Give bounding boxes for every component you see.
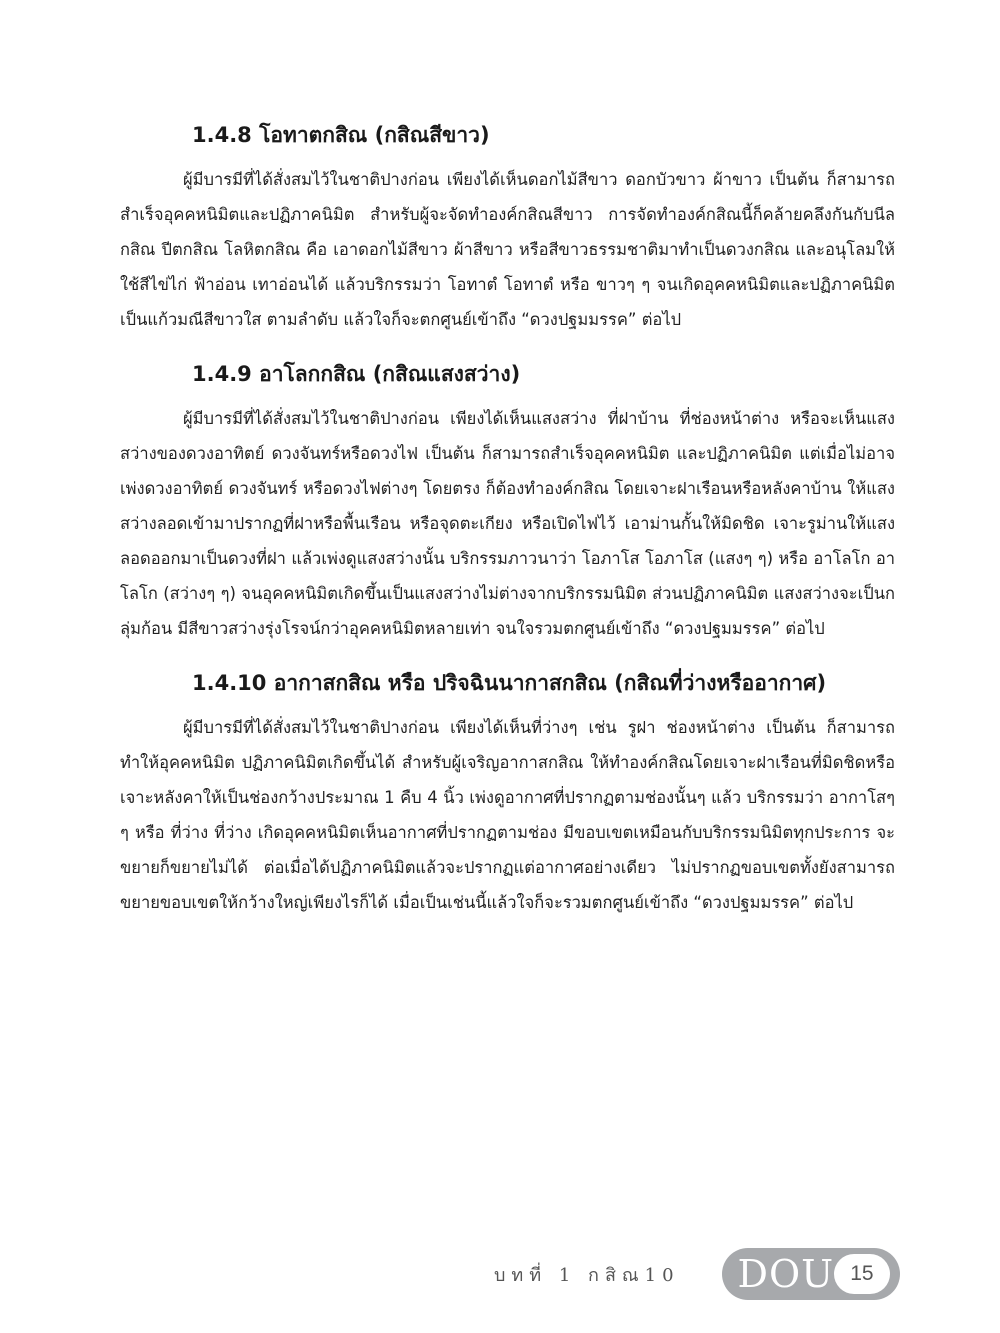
chapter-label: บทที่ 1 กสิณ10: [494, 1264, 680, 1286]
section-heading: 1.4.9 อาโลกกสิณ (กสิณแสงสว่าง): [192, 362, 521, 386]
section-heading: 1.4.8 โอทาตกสิณ (กสิณสีขาว): [192, 123, 490, 147]
page-number: 15: [834, 1254, 889, 1294]
section-space-kasina: [120, 660, 895, 920]
section-light-kasina: [120, 351, 895, 646]
section-paragraph: ผู้มีบารมีที่ได้สั่งสมไว้ในชาติปางก่อน เพียงได้เห็นดอกไม้สีขาว ดอกบัวขาว ผ้าขาว เป็นต้น ก็สามารถสำเร็จอุคคหนิมิตและปฏิภาคนิมิต สำหรับผู้จะจัดทำองค์กสิณสีขาว การจัดทำองค์กสิณนี้ก็คล้ายคลึงกันกับนีลกสิณ ปีตกสิณ โลหิตกสิณ คือ เอาดอกไม้สีขาว ผ้าสีขาว หรือสีขาวธรรมชาติมาทำเป็นดวงกสิณ และอนุโลมให้ใช้สีไข่ไก่ ฟ้าอ่อน เทาอ่อนได้ แล้วบริกรรมว่า โอทาตํ โอทาตํ หรือ ขาวๆ ๆ จนเกิดอุคคหนิมิตและปฏิภาคนิมิตเป็นแก้วมณีสีขาวใส ตามลำดับ แล้วใจก็จะตกศูนย์เข้าถึง “ดวงปฐมมรรค” ต่อไป: [120, 170, 895, 329]
section-white-kasina: [120, 112, 895, 337]
section-heading: 1.4.10 อากาสกสิณ หรือ ปริจฉินนากาสกสิณ (กสิณที่ว่างหรืออากาศ): [192, 671, 827, 695]
dou-badge: [722, 1248, 900, 1300]
page-footer: [494, 1246, 900, 1302]
dou-logo: DOU: [737, 1252, 835, 1296]
section-paragraph: ผู้มีบารมีที่ได้สั่งสมไว้ในชาติปางก่อน เพียงได้เห็นแสงสว่าง ที่ฝาบ้าน ที่ช่องหน้าต่าง หรือจะเห็นแสงสว่างของดวงอาทิตย์ ดวงจันทร์หรือดวงไฟ เป็นต้น ก็สามารถสำเร็จอุคคหนิมิต และปฏิภาคนิมิต แต่เมื่อไม่อาจเพ่งดวงอาทิตย์ ดวงจันทร์ หรือดวงไฟต่างๆ โดยตรง ก็ต้องทำองค์กสิณ โดยเจาะฝาเรือนหรือหลังคาบ้าน ให้แสงสว่างลอดเข้ามาปรากฏที่ฝาหรือพื้นเรือน หรือจุดตะเกียง หรือเปิดไฟไว้ เอาม่านกั้นให้มิดชิด เจาะรูม่านให้แสงลอดออกมาเป็นดวงที่ฝา แล้วเพ่งดูแสงสว่างนั้น บริกรรมภาวนาว่า โอภาโส โอภาโส (แสงๆ ๆ) หรือ อาโลโก อาโลโก (สว่างๆ ๆ) จนอุคคหนิมิตเกิดขึ้นเป็นแสงสว่างไม่ต่างจากบริกรรมนิมิต ส่วนปฏิภาคนิมิต แสงสว่างจะเป็นกลุ่มก้อน มีสีขาวสว่างรุ่งโรจน์กว่าอุคคหนิมิตหลายเท่า จนใจรวมตกศูนย์เข้าถึง “ดวงปฐมมรรค” ต่อไป: [120, 409, 895, 638]
page-content: [120, 112, 895, 934]
section-paragraph: ผู้มีบารมีที่ได้สั่งสมไว้ในชาติปางก่อน เพียงได้เห็นที่ว่างๆ เช่น รูฝา ช่องหน้าต่าง เป็นต้น ก็สามารถทำให้อุคคหนิมิต ปฏิภาคนิมิตเกิดขึ้นได้ สำหรับผู้เจริญอากาสกสิณ ให้ทำองค์กสิณโดยเจาะฝาเรือนที่มิดชิดหรือ เจาะหลังคาให้เป็นช่องกว้างประมาณ 1 คืบ 4 นิ้ว เพ่งดูอากาศที่ปรากฏตามช่องนั้นๆ แล้ว บริกรรมว่า อากาโสๆ ๆ หรือ ที่ว่าง ที่ว่าง เกิดอุคคหนิมิตเห็นอากาศที่ปรากฏตามช่อง มีขอบเขตเหมือนกับบริกรรมนิมิตทุกประการ จะขยายก็ขยายไม่ได้ ต่อเมื่อได้ปฏิภาคนิมิตแล้วจะปรากฏแต่อากาศอย่างเดียว ไม่ปรากฏขอบเขตทั้งยังสามารถขยายขอบเขตให้กว้างใหญ่เพียงไรก็ได้ เมื่อเป็นเช่นนี้แล้วใจก็จะรวมตกศูนย์เข้าถึง “ดวงปฐมมรรค” ต่อไป: [120, 718, 895, 912]
